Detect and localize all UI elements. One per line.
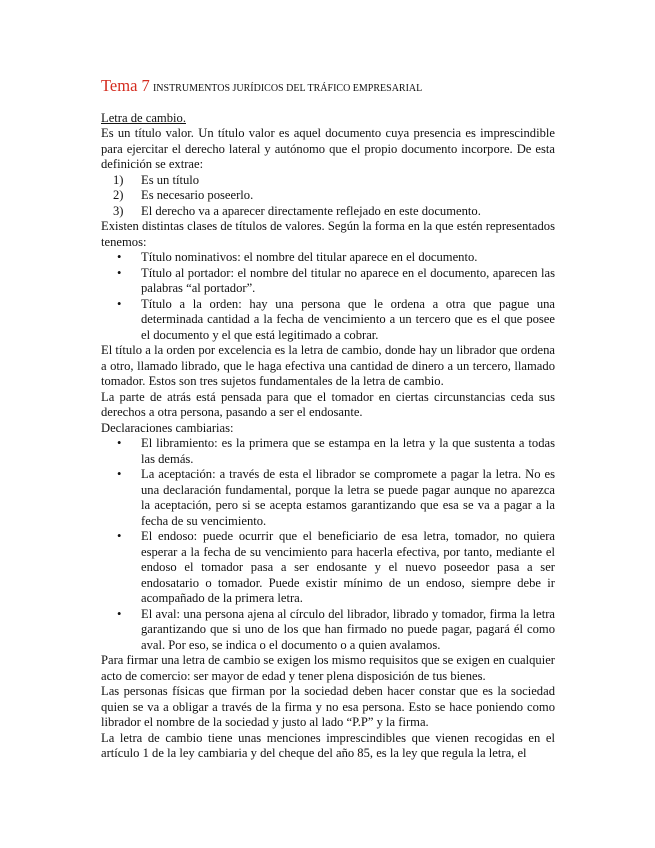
back-side-paragraph: La parte de atrás está pensada para que el tomador en ciertas circunstancias ceda sus derechos a otra persona, pasando a ser el endosante.	[101, 389, 555, 419]
mentions-paragraph: La letra de cambio tiene unas menciones imprescindibles que vienen recogidas en el artículo 1 de la ley cambiaria y del cheque del año 85, es la ley que regula la letra, el	[101, 730, 555, 760]
bullet-icon: •	[117, 529, 122, 543]
bullet-icon: •	[117, 467, 122, 481]
list-item: • La aceptación: a través de esta el librador se compromete a pagar la letra. No es una declaración fundamental, porque la letra se puede pagar aunque no aparezca la aceptación, pero si se acepta estamos garantizando que esa se va a pagar a la fecha de su vencimiento.	[117, 467, 555, 528]
list-item: 1) Es un título	[113, 172, 200, 187]
list-item: • Título al portador: el nombre del titular no aparece en el documento, aparecen las palabras “al portador”.	[117, 265, 555, 295]
bullet-icon: •	[117, 250, 122, 264]
document-header	[101, 78, 555, 97]
topic-number: Tema 7	[101, 76, 150, 95]
legal-persons-paragraph: Las personas físicas que firman por la sociedad deben hacer constar que es la sociedad quien se va a obligar a través de la firma y no esa persona. Esto se hace poniendo como librador el nombre de la sociedad y justo al lado “P.P” y la firma.	[101, 684, 555, 729]
bullet-icon: •	[117, 265, 122, 280]
section-heading: Letra de cambio.	[101, 110, 186, 125]
classes-list	[101, 250, 555, 343]
order-paragraph: El título a la orden por excelencia es la letra de cambio, donde hay un librador que ordena a otro, llamado librado, que le haga efectiva una cantidad de dinero a un tercero, llamado tomador. Estos son tres sujetos fundamentales de la letra de cambio.	[101, 343, 555, 388]
characteristics-list	[101, 173, 555, 220]
list-item: • El aval: una persona ajena al círculo del librador, librado y tomador, firma la letra garantizando que si uno de los que han firmado no puede pagar, pagará él como aval. Por eso, se indica o el documento o a quien avalamos.	[117, 606, 555, 652]
declarations-heading: Declaraciones cambiarias:	[101, 420, 234, 435]
list-item: • El endoso: puede ocurrir que el beneficiario de esa letra, tomador, no quiera esperar a la fecha de su vencimiento para hacerla efectiva, por tanto, mediante el endoso el tomador pasa a ser endosante y el nuevo poseedor pasa a ser endosatario o tomador. Puede existir mínimo de un endoso, siempre debe ir acompañado de la primera letra.	[117, 529, 555, 605]
bullet-icon: •	[117, 296, 122, 311]
topic-title: INSTRUMENTOS JURÍDICOS DEL TRÁFICO EMPRESARIAL	[152, 83, 423, 94]
signing-paragraph: Para firmar una letra de cambio se exigen los mismo requisitos que se exigen en cualquier acto de comercio: ser mayor de edad y tener plena disposición de tus bienes.	[101, 653, 555, 683]
list-item: 2) Es necesario poseerlo.	[113, 188, 254, 202]
list-item: • El libramiento: es la primera que se estampa en la letra y la que sustenta a todas las demás.	[117, 436, 555, 466]
bullet-icon: •	[117, 606, 122, 621]
bullet-icon: •	[117, 436, 122, 450]
list-item: 3) El derecho va a aparecer directamente reflejado en este documento.	[113, 203, 481, 218]
classes-paragraph: Existen distintas clases de títulos de valores. Según la forma en la que estén representados tenemos:	[101, 219, 555, 249]
list-item: • Título nominativos: el nombre del titular aparece en el documento.	[117, 250, 478, 264]
intro-paragraph: Es un título valor. Un título valor es aquel documento cuya presencia es imprescindible para ejercitar el derecho lateral y autónomo que el propio documento incorpore. De esta definición se extrae:	[101, 126, 555, 171]
declarations-list	[101, 436, 555, 653]
list-item: • Título a la orden: hay una persona que le ordena a otra que pague una determinada cantidad a la fecha de vencimiento a un tercero que es el que posee el documento y el que está legitimado a cobrar.	[117, 296, 555, 342]
